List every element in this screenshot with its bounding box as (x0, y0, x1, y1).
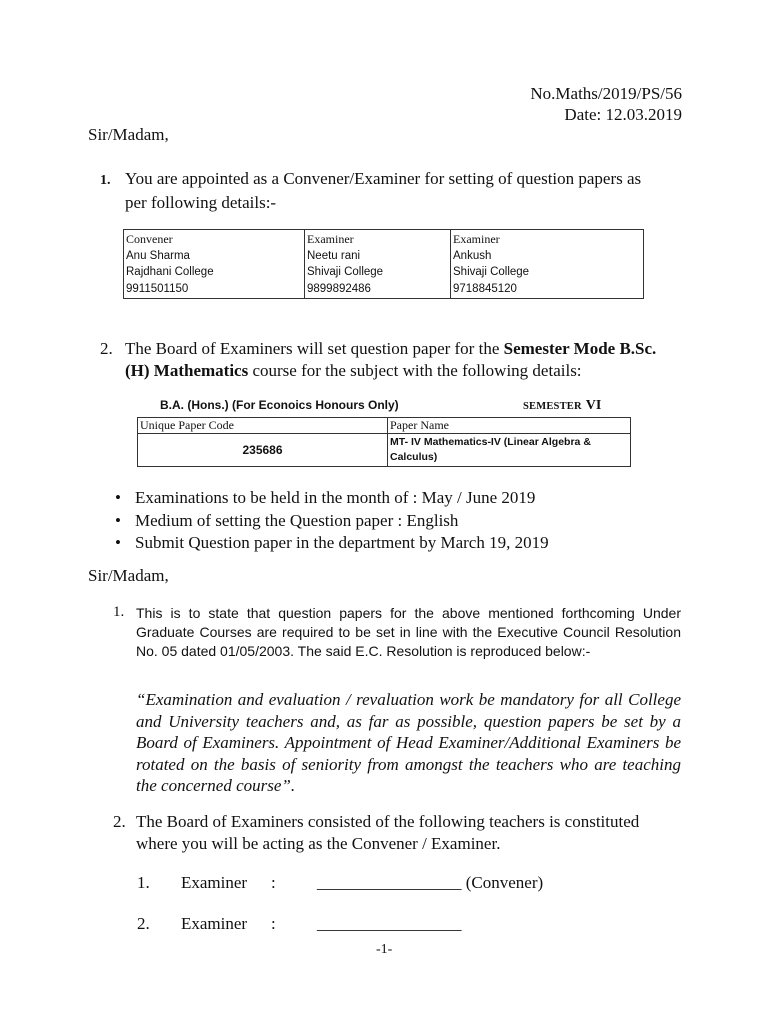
examiner-name: Neetu rani (307, 249, 361, 262)
item-2-pre: The Board of Examiners will set question paper for the (125, 339, 504, 358)
bullet-icon: • (115, 510, 121, 530)
board-row-number: 2. (137, 914, 150, 933)
blank-line: _________________ (317, 873, 462, 892)
item-2 (100, 338, 700, 382)
salutation: Sir/Madam, (88, 125, 169, 144)
column-header: Examiner (453, 232, 500, 246)
board-row-role: Examiner (181, 873, 248, 892)
item-1 (100, 168, 690, 214)
board-row-number: 1. (137, 873, 150, 892)
paper-table (137, 417, 631, 467)
item-2-bold2: (H) Mathematics (125, 361, 249, 380)
examiners-table-cell (451, 230, 644, 299)
board-row-blank: _________________ (317, 914, 462, 933)
paper-code-header: Unique Paper Code (138, 418, 388, 434)
semester-number: VI (585, 398, 602, 413)
examiner-phone: 9911501150 (126, 282, 189, 295)
column-header: Examiner (307, 232, 354, 246)
examiners-table (123, 229, 644, 299)
bullet-text: Submit Question paper in the department by March 19, 2019 (135, 533, 549, 552)
item-2-number: 2. (100, 339, 113, 358)
bullet-text: Examinations to be held in the month of : May / June 2019 (135, 488, 536, 507)
examiner-name: Ankush (453, 249, 492, 262)
paper-code: 235686 (138, 434, 388, 467)
item-2-bold1: Semester Mode B.Sc. (503, 339, 657, 358)
board-row-blank (317, 873, 543, 893)
item-1-line1: You are appointed as a Convener/Examiner for setting of question papers as (125, 169, 642, 188)
examiner-name: Anu Sharma (126, 249, 190, 262)
sub-2-line2: where you will be acting as the Convener / Examiner. (136, 834, 501, 853)
item-2-post: course for the subject with the following details: (248, 361, 582, 380)
board-row-colon: : (271, 873, 276, 892)
board-row-colon: : (271, 914, 276, 933)
sub-2 (113, 811, 693, 855)
board-row-suffix: (Convener) (465, 873, 544, 892)
item-1-line2: per following details:- (125, 193, 277, 212)
paper-name-line2: Calculus) (390, 451, 438, 463)
paper-name-header: Paper Name (388, 418, 631, 434)
bullet-icon: • (115, 488, 121, 507)
list-item (115, 510, 549, 533)
column-header: Convener (126, 232, 173, 246)
bullet-icon: • (115, 533, 121, 552)
semester-label: SEMESTER (523, 401, 582, 412)
sub-1-text: This is to state that question papers for the above mentioned forthcoming Under Graduate Courses are required to be set in line with the Executive Council Resolution No. 05 dated 01/05/2003. The said E.C. Resolution is reproduced below:- (136, 605, 681, 659)
item-1-number: 1. (100, 173, 111, 188)
list-item (115, 487, 549, 510)
semester-heading (523, 396, 601, 414)
page-number: -1- (376, 942, 393, 957)
bullet-text: Medium of setting the Question paper : English (135, 510, 459, 530)
letter-date: Date: 12.03.2019 (564, 105, 682, 124)
sub-1-number: 1. (113, 604, 125, 620)
reference-block (530, 83, 682, 125)
reference-number: No.Maths/2019/PS/56 (530, 84, 682, 103)
sub-2-number: 2. (113, 812, 126, 831)
examiner-college: Shivaji College (307, 266, 384, 278)
board-row-role: Examiner (181, 914, 248, 933)
examiners-table-cell (305, 230, 451, 299)
paper-name-line1: MT- IV Mathematics-IV (Linear Algebra & (390, 436, 591, 448)
examiner-college: Rajdhani College (126, 266, 214, 278)
course-heading: B.A. (Hons.) (For Econoics Honours Only) (160, 398, 399, 412)
sub-2-line1: The Board of Examiners consisted of the following teachers is constituted (136, 812, 640, 831)
paper-name (388, 434, 631, 467)
examiner-college: Shivaji College (453, 266, 530, 278)
salutation-2: Sir/Madam, (88, 566, 169, 585)
examiner-phone: 9718845120 (453, 282, 517, 295)
exam-details-list (115, 487, 549, 555)
resolution-quote: “Examination and evaluation / revaluation work be mandatory for all College and University teachers and, as far as possible, question papers be set by a Board of Examiners. Appointment of Head Examiner/Additional Examiners be rotated on the basis of seniority from amongst the teachers who are teaching the concerned course”. (136, 690, 681, 795)
examiners-table-cell (124, 230, 305, 299)
list-item (115, 532, 549, 555)
examiner-phone: 9899892486 (307, 282, 371, 295)
